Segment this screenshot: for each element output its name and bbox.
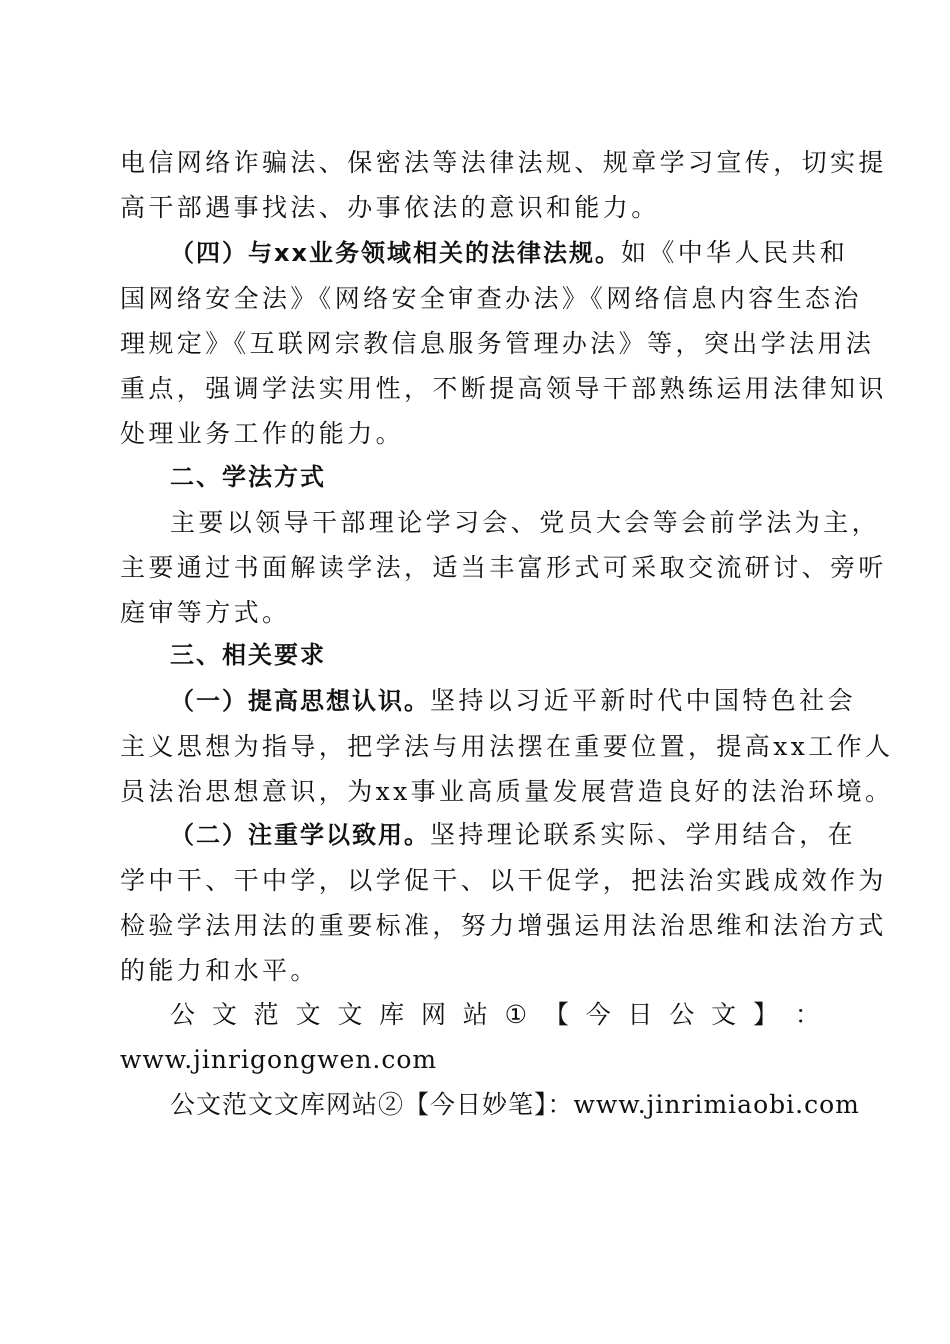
site-1-char: 文	[711, 1000, 737, 1029]
text-line: 处理业务工作的能力。	[120, 419, 405, 448]
site-1-char: 公	[170, 1000, 196, 1029]
text-span: 坚持以习近平新时代中国特色社会	[430, 686, 857, 715]
site-1-char: 【	[543, 1000, 569, 1029]
site-1-char: 文	[295, 1000, 321, 1029]
text-line: 主要通过书面解读学法，适当丰富形式可采取交流研讨、旁听	[120, 553, 887, 582]
section-heading-2	[120, 455, 820, 500]
text-line: 电信网络诈骗法、保密法等法律法规、规章学习宣传，切实提	[120, 148, 887, 177]
text-line: 检验学法用法的重要标准，努力增强运用法治思维和法治方式	[120, 911, 887, 940]
paragraph-item-two	[120, 812, 887, 993]
section-heading-3	[120, 633, 820, 678]
text-line: 理规定》《互联网宗教信息服务管理办法》等，突出学法用法	[120, 329, 875, 358]
item-lead: （四）与xx业务领域相关的法律法规。	[170, 239, 621, 267]
site-1-char: 库	[379, 1000, 405, 1029]
heading-text: 三、相关要求	[170, 641, 326, 669]
site-1-char: 】	[753, 1000, 779, 1029]
heading-text: 二、学法方式	[170, 463, 326, 491]
text-line: 主义思想为指导，把学法与用法摆在重要位置，提高xx工作人	[120, 732, 894, 761]
site-2-text[interactable]: 公文范文文库网站②【今日妙笔】：www.jinrimiaobi.com	[170, 1090, 860, 1119]
text-span: 如《中华人民共和	[620, 238, 849, 267]
site-1-char: 站	[462, 1000, 488, 1029]
text-line: 员法治思想意识，为xx事业高质量发展营造良好的法治环境。	[120, 777, 894, 806]
site-1-char: ：	[794, 1000, 820, 1029]
paragraph-study-method	[120, 500, 887, 635]
site-1-char: 公	[669, 1000, 695, 1029]
site-1-char: ①	[504, 1000, 528, 1029]
site-link-2	[120, 1082, 860, 1127]
text-line: 高干部遇事找法、办事依法的意识和能力。	[120, 193, 660, 222]
text-span: 坚持理论联系实际、学用结合，在	[430, 820, 857, 849]
text-line: 主要以领导干部理论学习会、党员大会等会前学法为主，	[170, 508, 881, 537]
text-line	[120, 230, 849, 276]
text-line	[120, 812, 857, 858]
item-lead: （二）注重学以致用。	[170, 821, 430, 849]
site-1-url[interactable]: www.jinrigongwen.com	[120, 1045, 438, 1074]
text-line: 庭审等方式。	[120, 598, 291, 627]
site-1-char: 网	[420, 1000, 446, 1029]
text-line	[120, 678, 857, 724]
paragraph-legal-study	[120, 140, 887, 230]
site-1-char: 日	[627, 1000, 653, 1029]
item-lead: （一）提高思想认识。	[170, 687, 430, 715]
text-line: 的能力和水平。	[120, 956, 319, 985]
site-1-char: 今	[585, 1000, 611, 1029]
site-link-1	[120, 992, 820, 1082]
site-1-title	[120, 992, 820, 1037]
site-1-char: 文	[337, 1000, 363, 1029]
text-line: 学中干、干中学，以学促干、以干促学，把法治实践成效作为	[120, 866, 887, 895]
site-1-char: 文	[211, 1000, 237, 1029]
paragraph-item-four	[120, 230, 887, 456]
paragraph-item-one	[120, 678, 894, 814]
site-1-char: 范	[253, 1000, 279, 1029]
text-line: 重点，强调学法实用性，不断提高领导干部熟练运用法律知识	[120, 374, 887, 403]
text-line: 国网络安全法》《网络安全审查办法》《网络信息内容生态治	[120, 284, 862, 313]
